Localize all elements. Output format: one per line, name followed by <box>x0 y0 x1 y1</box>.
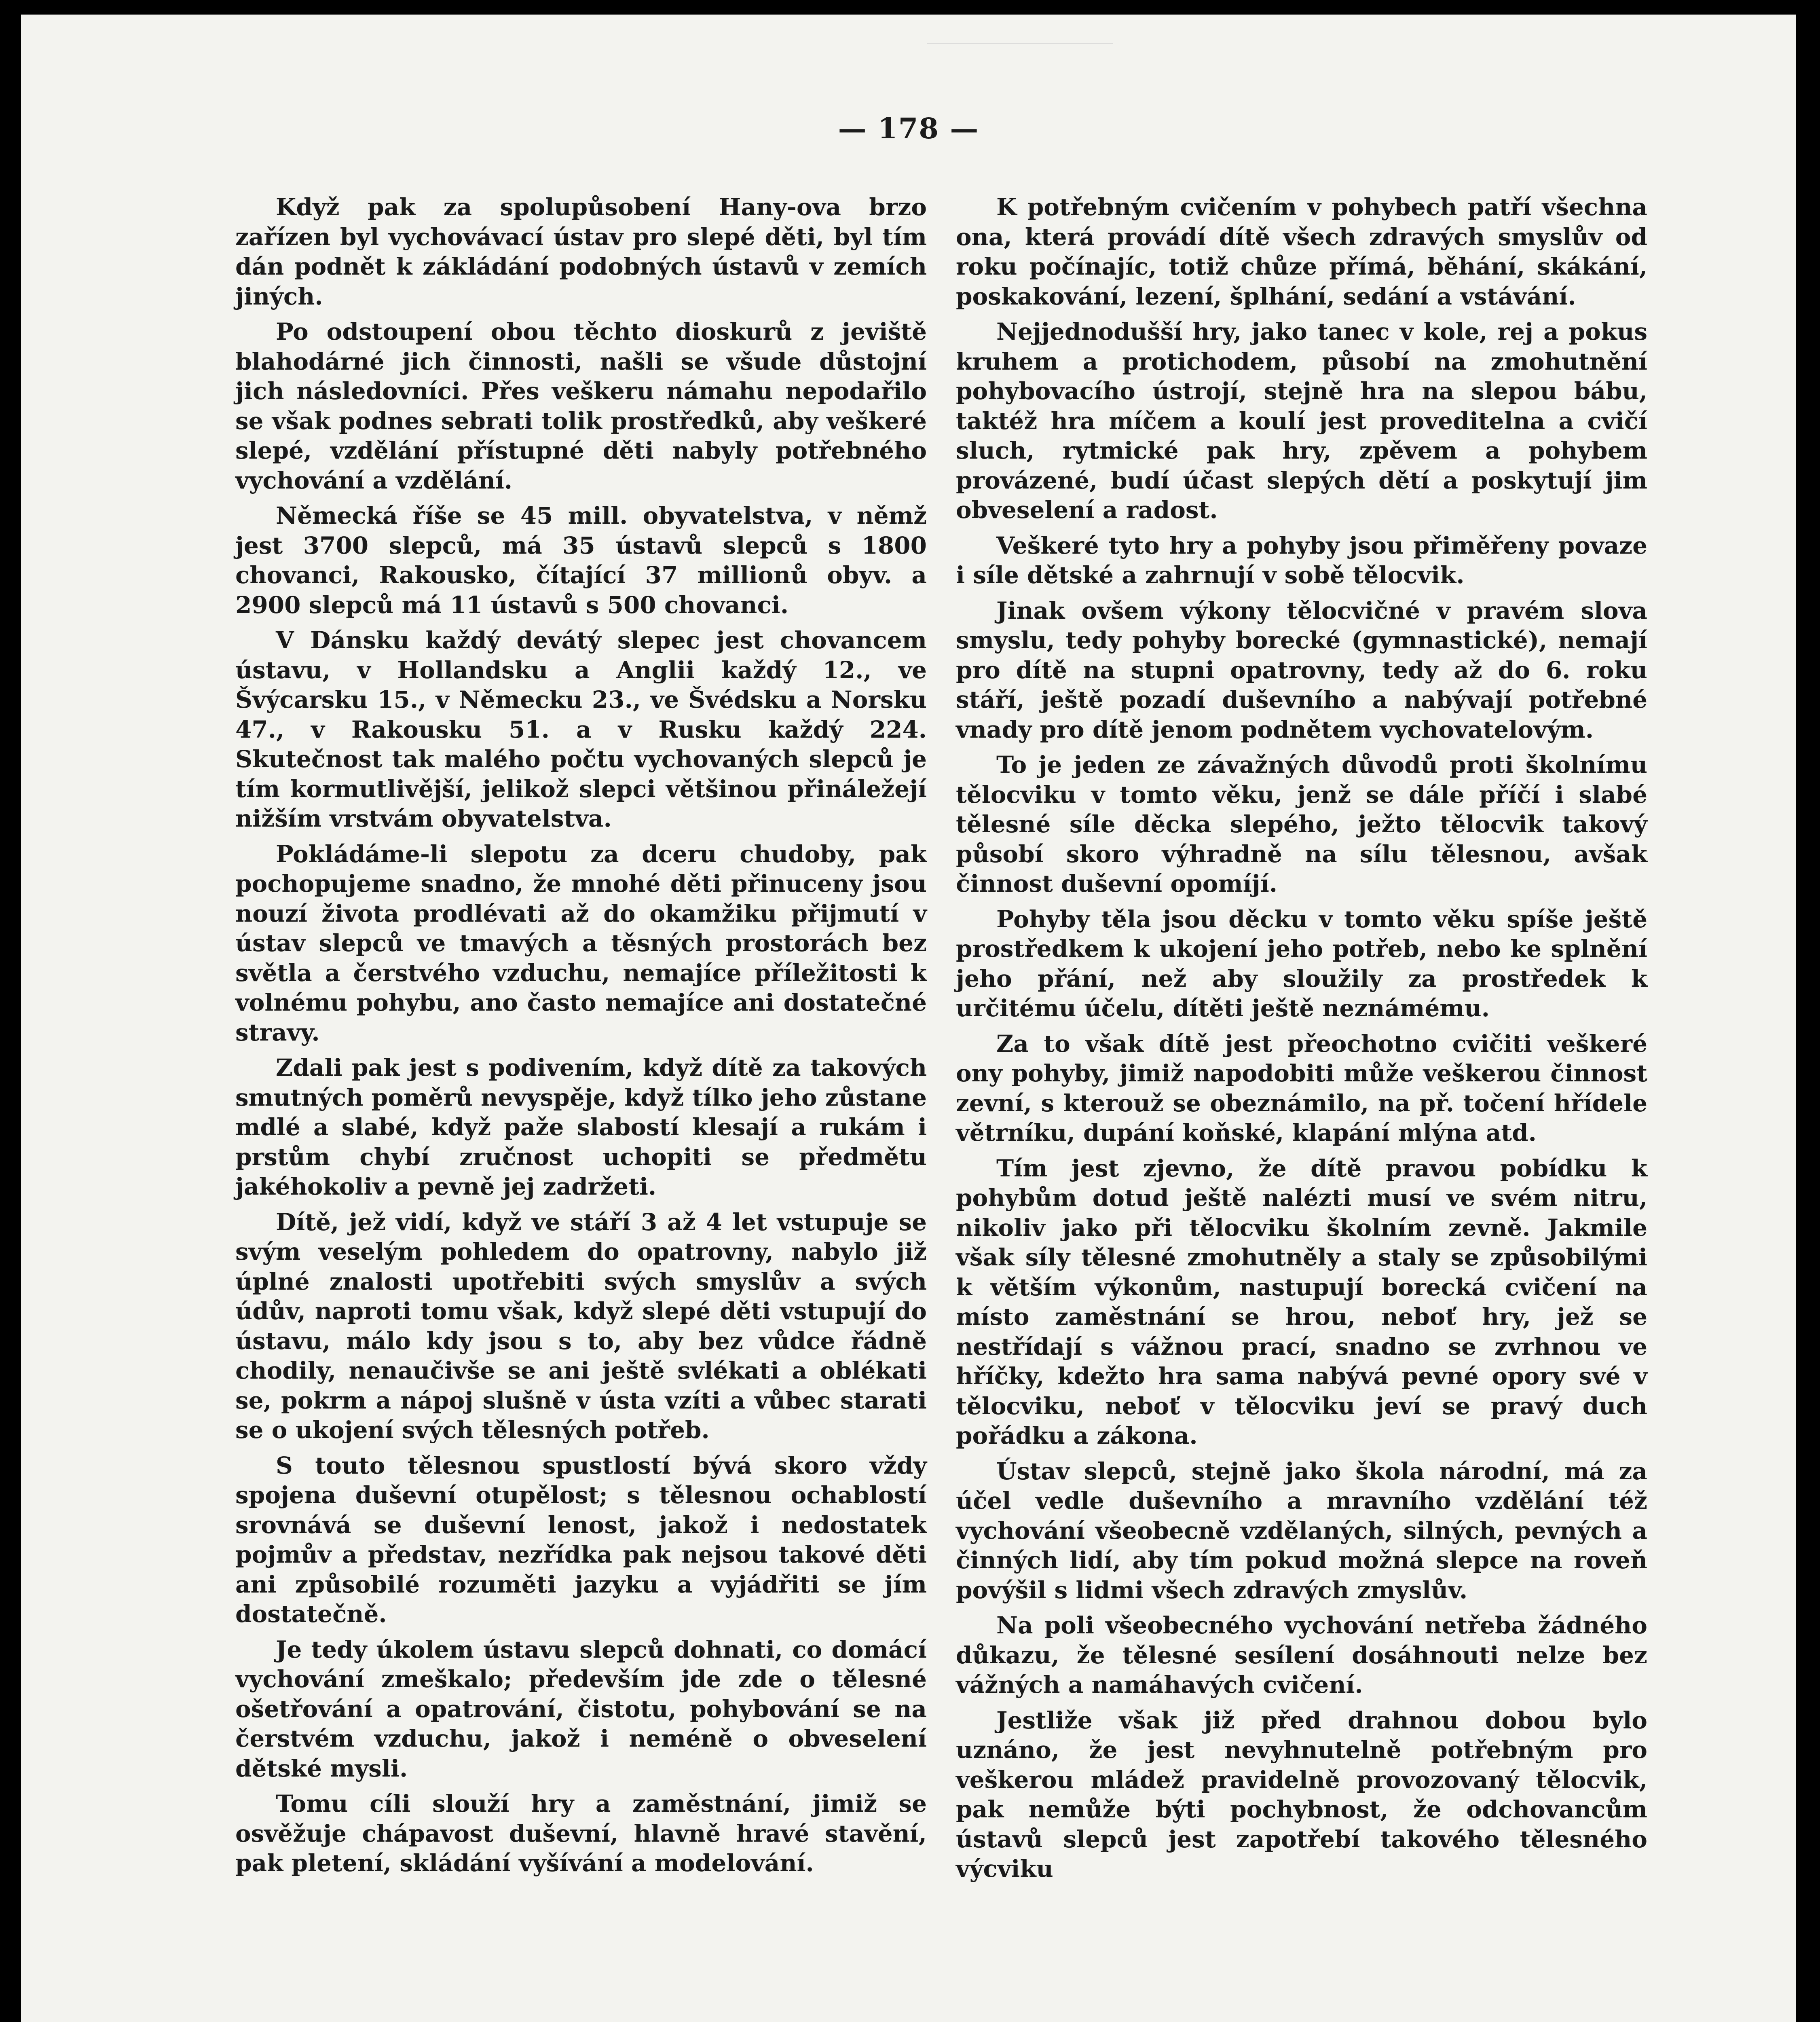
paragraph: Dítě, jež vidí, když ve stáří 3 až 4 let vstupuje se svým veselým pohledem do opatrovny, nabylo již úplné znalosti upotřebiti svých smyslův a svých údův, naproti tomu však, když slepé děti vstupují do ústavu, málo kdy jsou s to, aby bez vůdce řádně chodily, nenaučivše se ani ještě svlékati a oblékati se, pokrm a nápoj slušně v ústa vzíti a vůbec starati se o ukojení svých tělesných potřeb. <box>235 1208 927 1444</box>
scanned-page <box>21 15 1796 2022</box>
paragraph: Tomu cíli slouží hry a zaměstnání, jimiž se osvěžuje chápavost duševní, hlavně hravé stavění, pak pletení, skládání vyšívání a modelování. <box>235 1790 927 1877</box>
paragraph: Za to však dítě jest přeochotno cvičiti veškeré ony pohyby, jimiž napodobiti může veškerou činnost zevní, s kterouž se obeznámilo, na př. točení hřídele větrníku, dupání koňské, klapání mlýna atd. <box>956 1030 1647 1146</box>
paragraph: Zdali pak jest s podivením, když dítě za takových smutných poměrů nevyspěje, když tílko jeho zůstane mdlé a slabé, když paže slabostí klesají a rukám i prstům chybí zručnost uchopiti se předmětu jakéhokoliv a pevně jej zadržeti. <box>235 1054 927 1200</box>
paragraph: Jinak ovšem výkony tělocvičné v pravém slova smyslu, tedy pohyby borecké (gymnastické), nemají pro dítě na stupni opatrovny, tedy až do 6. roku stáří, ještě pozadí duševního a nabývají potřebné vnady pro dítě jenom podnětem vychovatelovým. <box>956 596 1647 743</box>
paragraph: Po odstoupení obou těchto dioskurů z jeviště blahodárné jich činnosti, našli se všude důstojní jich následovníci. Přes veškeru námahu nepodařilo se však podnes sebrati tolik prostředků, aby veškeré slepé, vzdělání přístupné děti nabyly potřebného vychování a vzdělání. <box>235 318 927 494</box>
right-column <box>956 192 1647 1890</box>
paragraph: S touto tělesnou spustlostí bývá skoro vždy spojena duševní otupělost; s tělesnou ochablostí srovnává se duševní lenost, jakož i nedostatek pojmův a představ, nezřídka pak nejsou takové děti ani způsobilé rozuměti jazyku a vyjádřiti se jím dostatečně. <box>235 1451 927 1628</box>
paragraph: Nejjednodušší hry, jako tanec v kole, rej a pokus kruhem a protichodem, působí na zmohutnění pohybovacího ústrojí, stejně hra na slepou bábu, taktéž hra míčem a koulí jest proveditelna a cvičí sluch, rytmické pak hry, zpěvem a pohybem provázené, budí účast slepých dětí a poskytují jim obveselení a radost. <box>956 318 1647 524</box>
paragraph: To je jeden ze závažných důvodů proti školnímu tělocviku v tomto věku, jenž se dále příčí i slabé tělesné síle děcka slepého, ježto tělocvik takový působí skoro výhradně na sílu tělesnou, avšak činnost duševní opomíjí. <box>956 751 1647 897</box>
paragraph: K potřebným cvičením v pohybech patří všechna ona, která provádí dítě všech zdravých smyslův od roku počínajíc, totiž chůze přímá, běhání, skákání, poskakování, lezení, šplhání, sedání a vstávání. <box>956 193 1647 310</box>
page-number: — 178 — <box>838 112 979 145</box>
paragraph: Ústav slepců, stejně jako škola národní, má za účel vedle duševního a mravního vzdělání též vychování všeobecně vzdělaných, silných, pevných a činných lidí, aby tím pokud možná slepce na roveň povýšil s lidmi všech zdravých zmyslův. <box>956 1457 1647 1604</box>
paragraph: Tím jest zjevno, že dítě pravou pobídku k pohybům dotud ještě nalézti musí ve svém nitru, nikoliv jako při tělocviku školním zevně. Jakmile však síly tělesné zmohutněly a staly se způsobilými k větším výkonům, nastupují borecká cvičení na místo zaměstnání se hrou, neboť hry, jež se nestřídají s vážnou prací, snadno se zvrhnou ve hříčky, kdežto hra sama nabývá pevné opory své v tělocviku, neboť v tělocviku jeví se pravý duch pořádku a zákona. <box>956 1154 1647 1449</box>
paragraph: Je tedy úkolem ústavu slepců dohnati, co domácí vychování zmeškalo; především jde zde o tělesné ošetřování a opatrování, čistotu, pohybování se na čerstvém vzduchu, jakož i neméně o obveselení dětské mysli. <box>235 1635 927 1782</box>
paragraph: V Dánsku každý devátý slepec jest chovancem ústavu, v Hollandsku a Anglii každý 12., ve Švýcarsku 15., v Německu 23., ve Švédsku a Norsku 47., v Rakousku 51. a v Rusku každý 224. Skutečnost tak malého počtu vychovaných slepců je tím kormutlivější, jelikož slepci většinou přináležejí nižším vrstvám obyvatelstva. <box>235 626 927 832</box>
paragraph: Pohyby těla jsou děcku v tomto věku spíše ještě prostředkem k ukojení jeho potřeb, nebo ke splnění jeho přání, než aby sloužily za prostředek k určitému účelu, dítěti ještě neznámému. <box>956 905 1647 1022</box>
paragraph: Na poli všeobecného vychování netřeba žádného důkazu, že tělesné sesílení dosáhnouti nelze bez vážných a namáhavých cvičení. <box>956 1612 1647 1698</box>
left-column <box>235 192 927 1884</box>
paragraph: Jestliže však již před drahnou dobou bylo uznáno, že jest nevyhnutelně potřebným pro veškerou mládež pravidelně provozovaný tělocvik, pak nemůže býti pochybnost, že odchovancům ústavů slepců jest zapotřebí takového tělesného výcviku <box>956 1706 1647 1882</box>
scan-artifact <box>927 15 1113 44</box>
paragraph: Když pak za spolupůsobení Hany-ova brzo zařízen byl vychovávací ústav pro slepé děti, byl tím dán podnět k zákládání podobných ústavů v zemích jiných. <box>235 193 927 310</box>
paragraph: Pokládáme-li slepotu za dceru chudoby, pak pochopujeme snadno, že mnohé děti přinuceny jsou nouzí života prodlévati až do okamžiku přijmutí v ústav slepců ve tmavých a těsných prostorách bez světla a čerstvého vzduchu, nemajíce příležitosti k volnému pohybu, ano často nemajíce ani dostatečné stravy. <box>235 840 927 1046</box>
paragraph: Veškeré tyto hry a pohyby jsou přiměřeny povaze i síle dětské a zahrnují v sobě tělocvik. <box>956 531 1647 589</box>
paragraph: Německá říše se 45 mill. obyvatelstva, v němž jest 3700 slepců, má 35 ústavů slepců s 1800 chovanci, Rakousko, čítající 37 millionů obyv. a 2900 slepců má 11 ústavů s 500 chovanci. <box>235 502 927 619</box>
